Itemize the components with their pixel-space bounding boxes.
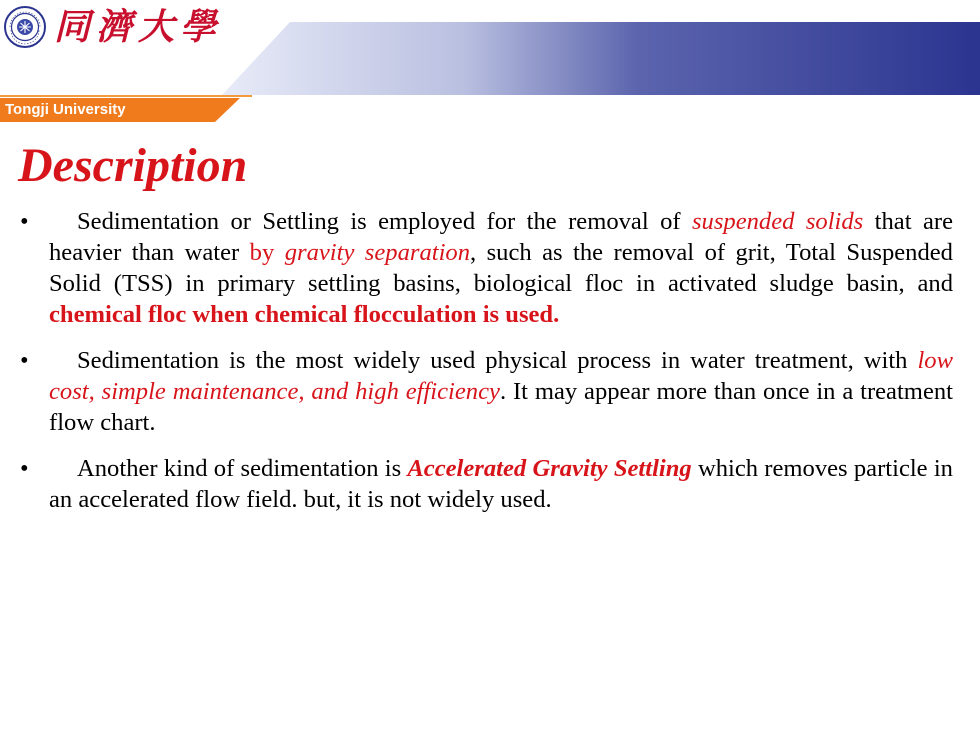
bullet-text: Sedimentation or Settling is employed for the removal of bbox=[77, 208, 692, 235]
emphasis-chemical-floc: chemical floc when chemical flocculation is used. bbox=[49, 301, 560, 328]
bullet-text: which removes particle in an accelerated flow field. but, it is not widely used. bbox=[49, 455, 953, 513]
bullet-text: Sedimentation is the most widely used physical process in water treatment, with bbox=[77, 347, 918, 374]
bullet-text: . It may appear more than once in a treatment flow chart. bbox=[49, 378, 953, 436]
bullet-accelerated-settling bbox=[18, 453, 953, 515]
university-chinese-logo: 同濟大學 bbox=[54, 6, 223, 48]
bullet-marker: • bbox=[20, 455, 29, 482]
slide-title: Description bbox=[18, 139, 248, 192]
bullet-text: that are heavier than water bbox=[49, 208, 953, 266]
bullet-marker: • bbox=[20, 347, 29, 374]
bullet-text: Another kind of sedimentation is bbox=[77, 455, 408, 482]
emphasis-suspended-solids: suspended solids bbox=[691, 208, 864, 235]
university-seal-icon bbox=[4, 6, 46, 48]
bullet-list bbox=[18, 206, 953, 530]
bullet-marker: • bbox=[20, 208, 29, 235]
bullet-text: , such as the removal of grit, Total Suspended Solid (TSS) in primary settling basins, biological floc in activated sludge basin, and bbox=[49, 239, 953, 297]
emphasis-accelerated-gravity-settling: Accelerated Gravity Settling bbox=[407, 455, 692, 482]
slide-header bbox=[0, 0, 980, 130]
emphasis-advantages: low cost, simple maintenance, and high efficiency bbox=[49, 347, 953, 405]
bullet-widely-used bbox=[18, 345, 953, 438]
university-tag: Tongji University bbox=[5, 101, 126, 118]
bullet-sedimentation-definition bbox=[18, 206, 953, 330]
emphasis-by: by bbox=[249, 239, 285, 266]
emphasis-gravity-separation: gravity separation bbox=[284, 239, 471, 266]
